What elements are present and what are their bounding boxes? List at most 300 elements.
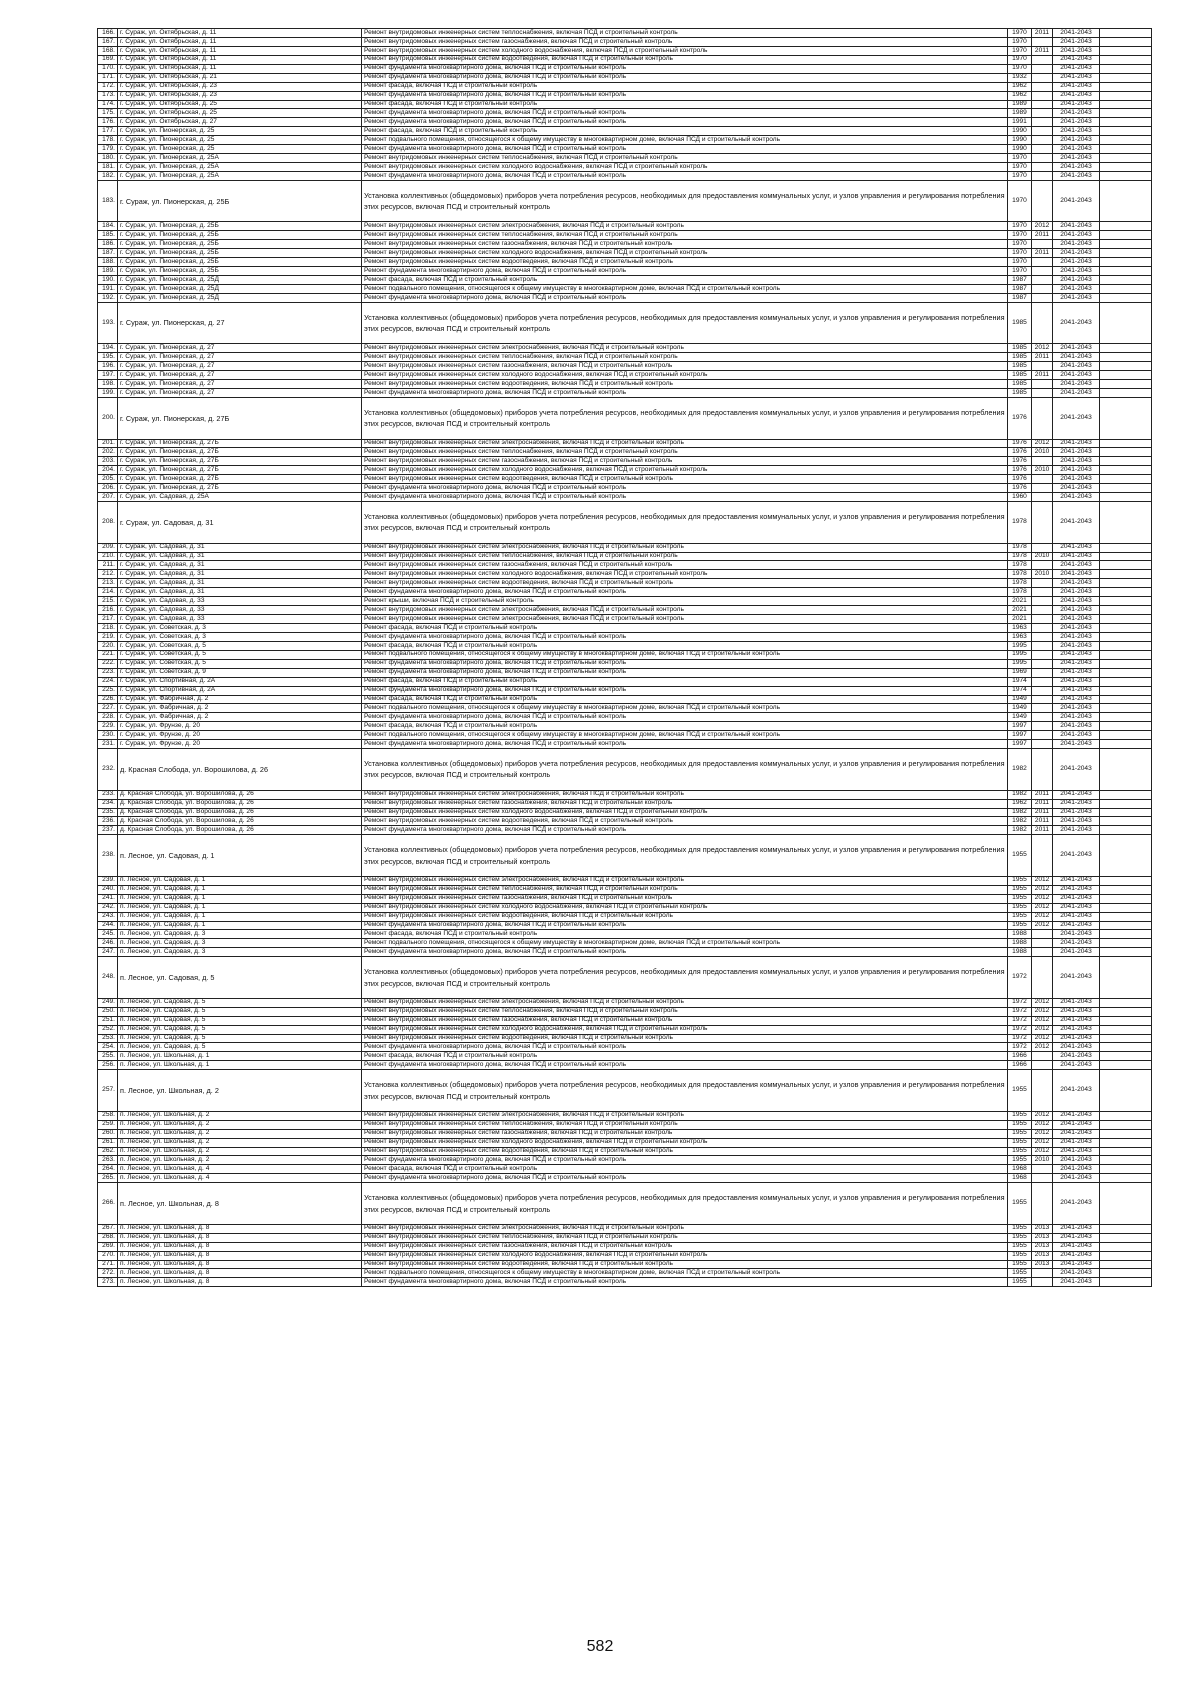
- last-repair-year-cell: [1032, 285, 1053, 294]
- address-cell: п. Лесное, ул. Садовая, д. 5: [118, 998, 362, 1007]
- commission-year-cell: 1988: [1008, 939, 1032, 948]
- planned-period-cell: 2041-2043: [1053, 713, 1100, 722]
- empty-trailing-cell: [1100, 484, 1152, 493]
- row-number-cell: 168.: [98, 46, 118, 55]
- last-repair-year-cell: [1032, 64, 1053, 73]
- row-number-cell: 202.: [98, 448, 118, 457]
- work-type-cell: Ремонт внутридомовых инженерных систем холодного водоснабжения, включая ПСД и строительный контроль: [362, 1138, 1008, 1147]
- work-type-cell: Ремонт фасада, включая ПСД и строительный контроль: [362, 624, 1008, 633]
- empty-trailing-cell: [1100, 285, 1152, 294]
- work-type-cell: Ремонт фундамента многоквартирного дома, включая ПСД и строительный контроль: [362, 64, 1008, 73]
- table-row: [98, 1034, 1152, 1043]
- row-number-cell: 225.: [98, 686, 118, 695]
- commission-year-cell: 2021: [1008, 615, 1032, 624]
- planned-period-cell: 2041-2043: [1053, 353, 1100, 362]
- table-row: [98, 894, 1152, 903]
- planned-period-cell: 2041-2043: [1053, 154, 1100, 163]
- address-cell: г. Сураж, ул. Октябрьская, д. 25: [118, 109, 362, 118]
- row-number-cell: 231.: [98, 740, 118, 749]
- last-repair-year-cell: [1032, 118, 1053, 127]
- work-type-cell: Ремонт внутридомовых инженерных систем водоотведения, включая ПСД и строительный контроль: [362, 579, 1008, 588]
- row-number-cell: 196.: [98, 362, 118, 371]
- last-repair-year-cell: [1032, 240, 1053, 249]
- last-repair-year-cell: [1032, 484, 1053, 493]
- address-cell: д. Красная Слобода, ул. Ворошилова, д. 26: [118, 749, 362, 791]
- address-cell: г. Сураж, ул. Пионерская, д. 25Б: [118, 258, 362, 267]
- commission-year-cell: 1974: [1008, 686, 1032, 695]
- address-cell: п. Лесное, ул. Садовая, д. 3: [118, 930, 362, 939]
- empty-trailing-cell: [1100, 118, 1152, 127]
- row-number-cell: 268.: [98, 1233, 118, 1242]
- table-row: [98, 641, 1152, 650]
- address-cell: п. Лесное, ул. Школьная, д. 4: [118, 1165, 362, 1174]
- table-row: [98, 344, 1152, 353]
- last-repair-year-cell: 2012: [1032, 1120, 1053, 1129]
- planned-period-cell: 2041-2043: [1053, 398, 1100, 440]
- work-type-cell: Ремонт фундамента многоквартирного дома, включая ПСД и строительный контроль: [362, 826, 1008, 835]
- planned-period-cell: 2041-2043: [1053, 939, 1100, 948]
- last-repair-year-cell: 2010: [1032, 466, 1053, 475]
- last-repair-year-cell: [1032, 136, 1053, 145]
- row-number-cell: 186.: [98, 240, 118, 249]
- table-row: [98, 267, 1152, 276]
- address-cell: г. Сураж, ул. Садовая, д. 31: [118, 588, 362, 597]
- commission-year-cell: 1968: [1008, 1174, 1032, 1183]
- address-cell: п. Лесное, ул. Школьная, д. 2: [118, 1070, 362, 1112]
- planned-period-cell: 2041-2043: [1053, 448, 1100, 457]
- address-cell: п. Лесное, ул. Школьная, д. 2: [118, 1111, 362, 1120]
- planned-period-cell: 2041-2043: [1053, 1269, 1100, 1278]
- work-type-cell: Ремонт внутридомовых инженерных систем электроснабжения, включая ПСД и строительный контроль: [362, 439, 1008, 448]
- address-cell: г. Сураж, ул. Спортивная, д. 2А: [118, 677, 362, 686]
- planned-period-cell: 2041-2043: [1053, 1052, 1100, 1061]
- table-row: [98, 502, 1152, 544]
- table-row: [98, 1070, 1152, 1112]
- commission-year-cell: 1966: [1008, 1061, 1032, 1070]
- commission-year-cell: 1974: [1008, 677, 1032, 686]
- commission-year-cell: 1988: [1008, 930, 1032, 939]
- table-row: [98, 790, 1152, 799]
- planned-period-cell: 2041-2043: [1053, 1016, 1100, 1025]
- table-row: [98, 439, 1152, 448]
- row-number-cell: 179.: [98, 145, 118, 154]
- planned-period-cell: 2041-2043: [1053, 493, 1100, 502]
- row-number-cell: 241.: [98, 894, 118, 903]
- work-type-cell: Ремонт внутридомовых инженерных систем газоснабжения, включая ПСД и строительный контроль: [362, 457, 1008, 466]
- address-cell: г. Сураж, ул. Садовая, д. 33: [118, 597, 362, 606]
- planned-period-cell: 2041-2043: [1053, 641, 1100, 650]
- last-repair-year-cell: [1032, 579, 1053, 588]
- address-cell: г. Сураж, ул. Фрунзе, д. 20: [118, 740, 362, 749]
- empty-trailing-cell: [1100, 695, 1152, 704]
- empty-trailing-cell: [1100, 677, 1152, 686]
- commission-year-cell: 1955: [1008, 1242, 1032, 1251]
- empty-trailing-cell: [1100, 939, 1152, 948]
- empty-trailing-cell: [1100, 353, 1152, 362]
- last-repair-year-cell: [1032, 127, 1053, 136]
- commission-year-cell: 1997: [1008, 731, 1032, 740]
- last-repair-year-cell: [1032, 835, 1053, 877]
- row-number-cell: 249.: [98, 998, 118, 1007]
- work-type-cell: Ремонт фундамента многоквартирного дома, включая ПСД и строительный контроль: [362, 1156, 1008, 1165]
- row-number-cell: 256.: [98, 1061, 118, 1070]
- work-type-cell: Ремонт внутридомовых инженерных систем теплоснабжения, включая ПСД и строительный контроль: [362, 154, 1008, 163]
- planned-period-cell: 2041-2043: [1053, 109, 1100, 118]
- address-cell: г. Сураж, ул. Пионерская, д. 25Д: [118, 293, 362, 302]
- row-number-cell: 210.: [98, 552, 118, 561]
- last-repair-year-cell: 2011: [1032, 371, 1053, 380]
- address-cell: г. Сураж, ул. Октябрьская, д. 27: [118, 118, 362, 127]
- commission-year-cell: 1989: [1008, 109, 1032, 118]
- address-cell: д. Красная Слобода, ул. Ворошилова, д. 26: [118, 817, 362, 826]
- empty-trailing-cell: [1100, 82, 1152, 91]
- last-repair-year-cell: [1032, 1061, 1053, 1070]
- table-row: [98, 1147, 1152, 1156]
- address-cell: г. Сураж, ул. Садовая, д. 25А: [118, 493, 362, 502]
- last-repair-year-cell: 2012: [1032, 1007, 1053, 1016]
- planned-period-cell: 2041-2043: [1053, 677, 1100, 686]
- work-type-cell: Ремонт фундамента многоквартирного дома, включая ПСД и строительный контроль: [362, 921, 1008, 930]
- table-row: [98, 731, 1152, 740]
- last-repair-year-cell: [1032, 588, 1053, 597]
- work-type-cell: Ремонт внутридомовых инженерных систем газоснабжения, включая ПСД и строительный контроль: [362, 362, 1008, 371]
- last-repair-year-cell: 2011: [1032, 817, 1053, 826]
- work-type-cell: Ремонт крыши, включая ПСД и строительный контроль: [362, 597, 1008, 606]
- address-cell: п. Лесное, ул. Садовая, д. 5: [118, 1034, 362, 1043]
- planned-period-cell: 2041-2043: [1053, 570, 1100, 579]
- address-cell: г. Сураж, ул. Пионерская, д. 27Б: [118, 484, 362, 493]
- table-row: [98, 180, 1152, 222]
- row-number-cell: 169.: [98, 55, 118, 64]
- address-cell: г. Сураж, ул. Октябрьская, д. 11: [118, 55, 362, 64]
- empty-trailing-cell: [1100, 344, 1152, 353]
- commission-year-cell: 1985: [1008, 371, 1032, 380]
- table-row: [98, 552, 1152, 561]
- empty-trailing-cell: [1100, 835, 1152, 877]
- work-type-cell: Ремонт внутридомовых инженерных систем газоснабжения, включая ПСД и строительный контроль: [362, 1129, 1008, 1138]
- planned-period-cell: 2041-2043: [1053, 457, 1100, 466]
- work-type-cell: Ремонт фундамента многоквартирного дома, включая ПСД и строительный контроль: [362, 484, 1008, 493]
- commission-year-cell: 1972: [1008, 957, 1032, 999]
- work-type-cell: Ремонт внутридомовых инженерных систем водоотведения, включая ПСД и строительный контроль: [362, 258, 1008, 267]
- planned-period-cell: 2041-2043: [1053, 912, 1100, 921]
- work-type-cell: Установка коллективных (общедомовых) приборов учета потребления ресурсов, необходимых для предоставления коммунальных услуг, и узлов управления и регулирования потребления этих ресурсов, включая ПСД и строительный контроль: [362, 1183, 1008, 1225]
- commission-year-cell: 1985: [1008, 389, 1032, 398]
- table-row: [98, 353, 1152, 362]
- planned-period-cell: 2041-2043: [1053, 606, 1100, 615]
- planned-period-cell: 2041-2043: [1053, 172, 1100, 181]
- last-repair-year-cell: 2011: [1032, 29, 1053, 38]
- commission-year-cell: 1955: [1008, 1070, 1032, 1112]
- row-number-cell: 270.: [98, 1251, 118, 1260]
- table-row: [98, 362, 1152, 371]
- table-row: [98, 912, 1152, 921]
- empty-trailing-cell: [1100, 799, 1152, 808]
- planned-period-cell: 2041-2043: [1053, 1174, 1100, 1183]
- empty-trailing-cell: [1100, 1034, 1152, 1043]
- address-cell: п. Лесное, ул. Школьная, д. 8: [118, 1242, 362, 1251]
- empty-trailing-cell: [1100, 302, 1152, 344]
- planned-period-cell: 2041-2043: [1053, 55, 1100, 64]
- table-row: [98, 686, 1152, 695]
- work-type-cell: Ремонт внутридомовых инженерных систем теплоснабжения, включая ПСД и строительный контроль: [362, 1233, 1008, 1242]
- last-repair-year-cell: [1032, 624, 1053, 633]
- work-type-cell: Установка коллективных (общедомовых) приборов учета потребления ресурсов, необходимых для предоставления коммунальных услуг, и узлов управления и регулирования потребления этих ресурсов, включая ПСД и строительный контроль: [362, 835, 1008, 877]
- planned-period-cell: 2041-2043: [1053, 826, 1100, 835]
- row-number-cell: 229.: [98, 722, 118, 731]
- empty-trailing-cell: [1100, 1174, 1152, 1183]
- last-repair-year-cell: [1032, 154, 1053, 163]
- planned-period-cell: 2041-2043: [1053, 930, 1100, 939]
- empty-trailing-cell: [1100, 1251, 1152, 1260]
- row-number-cell: 263.: [98, 1156, 118, 1165]
- last-repair-year-cell: [1032, 389, 1053, 398]
- empty-trailing-cell: [1100, 921, 1152, 930]
- table-row: [98, 1174, 1152, 1183]
- last-repair-year-cell: [1032, 362, 1053, 371]
- empty-trailing-cell: [1100, 543, 1152, 552]
- address-cell: г. Сураж, ул. Фабричная, д. 2: [118, 713, 362, 722]
- work-type-cell: Ремонт внутридомовых инженерных систем холодного водоснабжения, включая ПСД и строительный контроль: [362, 1251, 1008, 1260]
- address-cell: г. Сураж, ул. Пионерская, д. 25: [118, 136, 362, 145]
- empty-trailing-cell: [1100, 1138, 1152, 1147]
- row-number-cell: 188.: [98, 258, 118, 267]
- table-row: [98, 957, 1152, 999]
- row-number-cell: 199.: [98, 389, 118, 398]
- planned-period-cell: 2041-2043: [1053, 240, 1100, 249]
- commission-year-cell: 1976: [1008, 448, 1032, 457]
- last-repair-year-cell: [1032, 722, 1053, 731]
- planned-period-cell: 2041-2043: [1053, 82, 1100, 91]
- work-type-cell: Установка коллективных (общедомовых) приборов учета потребления ресурсов, необходимых для предоставления коммунальных услуг, и узлов управления и регулирования потребления этих ресурсов, включая ПСД и строительный контроль: [362, 302, 1008, 344]
- address-cell: п. Лесное, ул. Школьная, д. 8: [118, 1260, 362, 1269]
- commission-year-cell: 1970: [1008, 64, 1032, 73]
- row-number-cell: 192.: [98, 293, 118, 302]
- last-repair-year-cell: [1032, 276, 1053, 285]
- address-cell: г. Сураж, ул. Пионерская, д. 27: [118, 353, 362, 362]
- commission-year-cell: 1970: [1008, 231, 1032, 240]
- empty-trailing-cell: [1100, 650, 1152, 659]
- table-row: [98, 1052, 1152, 1061]
- row-number-cell: 204.: [98, 466, 118, 475]
- table-row: [98, 632, 1152, 641]
- empty-trailing-cell: [1100, 1043, 1152, 1052]
- commission-year-cell: 1972: [1008, 1016, 1032, 1025]
- planned-period-cell: 2041-2043: [1053, 885, 1100, 894]
- work-type-cell: Установка коллективных (общедомовых) приборов учета потребления ресурсов, необходимых для предоставления коммунальных услуг, и узлов управления и регулирования потребления этих ресурсов, включая ПСД и строительный контроль: [362, 749, 1008, 791]
- work-type-cell: Ремонт внутридомовых инженерных систем водоотведения, включая ПСД и строительный контроль: [362, 380, 1008, 389]
- address-cell: г. Сураж, ул. Пионерская, д. 27Б: [118, 457, 362, 466]
- commission-year-cell: 1982: [1008, 817, 1032, 826]
- commission-year-cell: 1970: [1008, 55, 1032, 64]
- work-type-cell: Ремонт фундамента многоквартирного дома, включая ПСД и строительный контроль: [362, 713, 1008, 722]
- empty-trailing-cell: [1100, 1120, 1152, 1129]
- planned-period-cell: 2041-2043: [1053, 876, 1100, 885]
- empty-trailing-cell: [1100, 1165, 1152, 1174]
- table-row: [98, 1260, 1152, 1269]
- row-number-cell: 264.: [98, 1165, 118, 1174]
- table-row: [98, 380, 1152, 389]
- commission-year-cell: 1970: [1008, 180, 1032, 222]
- planned-period-cell: 2041-2043: [1053, 650, 1100, 659]
- row-number-cell: 260.: [98, 1129, 118, 1138]
- work-type-cell: Ремонт внутридомовых инженерных систем холодного водоснабжения, включая ПСД и строительный контроль: [362, 46, 1008, 55]
- work-type-cell: Ремонт фундамента многоквартирного дома, включая ПСД и строительный контроль: [362, 118, 1008, 127]
- empty-trailing-cell: [1100, 903, 1152, 912]
- row-number-cell: 182.: [98, 172, 118, 181]
- last-repair-year-cell: 2012: [1032, 1138, 1053, 1147]
- address-cell: п. Лесное, ул. Садовая, д. 1: [118, 876, 362, 885]
- address-cell: г. Сураж, ул. Советская, д. 5: [118, 650, 362, 659]
- empty-trailing-cell: [1100, 127, 1152, 136]
- row-number-cell: 194.: [98, 344, 118, 353]
- last-repair-year-cell: 2012: [1032, 1147, 1053, 1156]
- work-type-cell: Ремонт фасада, включая ПСД и строительный контроль: [362, 677, 1008, 686]
- empty-trailing-cell: [1100, 1025, 1152, 1034]
- planned-period-cell: 2041-2043: [1053, 704, 1100, 713]
- address-cell: г. Сураж, ул. Советская, д. 9: [118, 668, 362, 677]
- empty-trailing-cell: [1100, 912, 1152, 921]
- address-cell: п. Лесное, ул. Садовая, д. 5: [118, 1007, 362, 1016]
- row-number-cell: 245.: [98, 930, 118, 939]
- planned-period-cell: 2041-2043: [1053, 668, 1100, 677]
- empty-trailing-cell: [1100, 136, 1152, 145]
- last-repair-year-cell: [1032, 1052, 1053, 1061]
- planned-period-cell: 2041-2043: [1053, 371, 1100, 380]
- planned-period-cell: 2041-2043: [1053, 749, 1100, 791]
- address-cell: г. Сураж, ул. Пионерская, д. 27: [118, 380, 362, 389]
- last-repair-year-cell: [1032, 615, 1053, 624]
- table-row: [98, 389, 1152, 398]
- empty-trailing-cell: [1100, 293, 1152, 302]
- row-number-cell: 242.: [98, 903, 118, 912]
- commission-year-cell: 1963: [1008, 624, 1032, 633]
- row-number-cell: 252.: [98, 1025, 118, 1034]
- address-cell: г. Сураж, ул. Садовая, д. 31: [118, 570, 362, 579]
- planned-period-cell: 2041-2043: [1053, 127, 1100, 136]
- last-repair-year-cell: [1032, 302, 1053, 344]
- address-cell: п. Лесное, ул. Садовая, д. 1: [118, 903, 362, 912]
- last-repair-year-cell: [1032, 55, 1053, 64]
- planned-period-cell: 2041-2043: [1053, 37, 1100, 46]
- planned-period-cell: 2041-2043: [1053, 145, 1100, 154]
- address-cell: г. Сураж, ул. Садовая, д. 31: [118, 561, 362, 570]
- address-cell: п. Лесное, ул. Садовая, д. 3: [118, 948, 362, 957]
- empty-trailing-cell: [1100, 552, 1152, 561]
- address-cell: д. Красная Слобода, ул. Ворошилова, д. 26: [118, 808, 362, 817]
- address-cell: п. Лесное, ул. Школьная, д. 1: [118, 1052, 362, 1061]
- work-type-cell: Ремонт фундамента многоквартирного дома, включая ПСД и строительный контроль: [362, 389, 1008, 398]
- last-repair-year-cell: 2012: [1032, 1111, 1053, 1120]
- last-repair-year-cell: 2012: [1032, 921, 1053, 930]
- table-row: [98, 1129, 1152, 1138]
- address-cell: д. Красная Слобода, ул. Ворошилова, д. 26: [118, 826, 362, 835]
- address-cell: г. Сураж, ул. Советская, д. 3: [118, 632, 362, 641]
- row-number-cell: 207.: [98, 493, 118, 502]
- empty-trailing-cell: [1100, 466, 1152, 475]
- table-row: [98, 1224, 1152, 1233]
- row-number-cell: 167.: [98, 37, 118, 46]
- address-cell: п. Лесное, ул. Садовая, д. 1: [118, 912, 362, 921]
- row-number-cell: 233.: [98, 790, 118, 799]
- last-repair-year-cell: [1032, 380, 1053, 389]
- work-type-cell: Ремонт внутридомовых инженерных систем электроснабжения, включая ПСД и строительный контроль: [362, 222, 1008, 231]
- empty-trailing-cell: [1100, 502, 1152, 544]
- empty-trailing-cell: [1100, 704, 1152, 713]
- table-row: [98, 1242, 1152, 1251]
- work-type-cell: Ремонт фундамента многоквартирного дома, включая ПСД и строительный контроль: [362, 659, 1008, 668]
- commission-year-cell: 1972: [1008, 1025, 1032, 1034]
- last-repair-year-cell: [1032, 37, 1053, 46]
- address-cell: г. Сураж, ул. Пионерская, д. 25А: [118, 154, 362, 163]
- row-number-cell: 265.: [98, 1174, 118, 1183]
- address-cell: г. Сураж, ул. Фабричная, д. 2: [118, 695, 362, 704]
- works-table: [97, 28, 1152, 1287]
- table-row: [98, 930, 1152, 939]
- row-number-cell: 203.: [98, 457, 118, 466]
- address-cell: г. Сураж, ул. Октябрьская, д. 11: [118, 64, 362, 73]
- work-type-cell: Ремонт фундамента многоквартирного дома, включая ПСД и строительный контроль: [362, 668, 1008, 677]
- work-type-cell: Ремонт фундамента многоквартирного дома, включая ПСД и строительный контроль: [362, 267, 1008, 276]
- row-number-cell: 177.: [98, 127, 118, 136]
- planned-period-cell: 2041-2043: [1053, 302, 1100, 344]
- table-row: [98, 876, 1152, 885]
- commission-year-cell: 1978: [1008, 588, 1032, 597]
- row-number-cell: 238.: [98, 835, 118, 877]
- commission-year-cell: 1970: [1008, 258, 1032, 267]
- address-cell: п. Лесное, ул. Садовая, д. 1: [118, 894, 362, 903]
- commission-year-cell: 1969: [1008, 668, 1032, 677]
- empty-trailing-cell: [1100, 659, 1152, 668]
- last-repair-year-cell: [1032, 930, 1053, 939]
- planned-period-cell: 2041-2043: [1053, 552, 1100, 561]
- last-repair-year-cell: 2010: [1032, 552, 1053, 561]
- empty-trailing-cell: [1100, 668, 1152, 677]
- commission-year-cell: 1970: [1008, 240, 1032, 249]
- table-row: [98, 64, 1152, 73]
- planned-period-cell: 2041-2043: [1053, 362, 1100, 371]
- last-repair-year-cell: 2012: [1032, 222, 1053, 231]
- commission-year-cell: 1962: [1008, 91, 1032, 100]
- table-row: [98, 704, 1152, 713]
- planned-period-cell: 2041-2043: [1053, 740, 1100, 749]
- planned-period-cell: 2041-2043: [1053, 632, 1100, 641]
- row-number-cell: 170.: [98, 64, 118, 73]
- row-number-cell: 214.: [98, 588, 118, 597]
- work-type-cell: Ремонт фундамента многоквартирного дома, включая ПСД и строительный контроль: [362, 109, 1008, 118]
- work-type-cell: Ремонт фундамента многоквартирного дома, включая ПСД и строительный контроль: [362, 1043, 1008, 1052]
- last-repair-year-cell: [1032, 740, 1053, 749]
- address-cell: г. Сураж, ул. Октябрьская, д. 11: [118, 37, 362, 46]
- address-cell: г. Сураж, ул. Пионерская, д. 25А: [118, 163, 362, 172]
- planned-period-cell: 2041-2043: [1053, 1111, 1100, 1120]
- work-type-cell: Ремонт внутридомовых инженерных систем теплоснабжения, включая ПСД и строительный контроль: [362, 29, 1008, 38]
- last-repair-year-cell: 2012: [1032, 876, 1053, 885]
- table-row: [98, 493, 1152, 502]
- planned-period-cell: 2041-2043: [1053, 380, 1100, 389]
- planned-period-cell: 2041-2043: [1053, 502, 1100, 544]
- empty-trailing-cell: [1100, 597, 1152, 606]
- empty-trailing-cell: [1100, 371, 1152, 380]
- last-repair-year-cell: [1032, 1165, 1053, 1174]
- address-cell: п. Лесное, ул. Школьная, д. 2: [118, 1147, 362, 1156]
- address-cell: п. Лесное, ул. Садовая, д. 1: [118, 885, 362, 894]
- work-type-cell: Ремонт фасада, включая ПСД и строительный контроль: [362, 1052, 1008, 1061]
- commission-year-cell: 1972: [1008, 1043, 1032, 1052]
- address-cell: г. Сураж, ул. Пионерская, д. 27Б: [118, 448, 362, 457]
- table-row: [98, 249, 1152, 258]
- last-repair-year-cell: [1032, 163, 1053, 172]
